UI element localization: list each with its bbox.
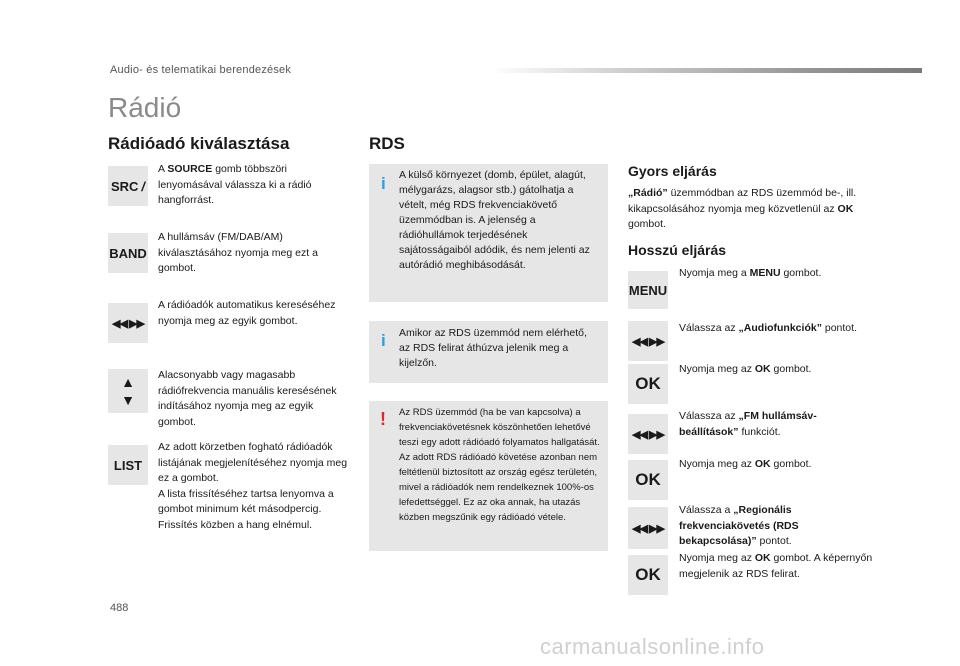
down-arrow-icon: ▼ <box>121 392 135 408</box>
step-4-text: Válassza az „FM hullámsáv-beállítások” funkciót. <box>679 410 817 438</box>
watermark: carmanualsonline.info <box>540 634 765 659</box>
band-button: BAND <box>108 233 148 273</box>
menu-button: MENU <box>628 271 668 309</box>
page-number: 488 <box>110 602 129 614</box>
manual-tune-description: Alacsonyabb vagy magasabb rádiófrekvencia manuális keresésének indításához nyomja meg az egyik gombot. <box>158 369 337 428</box>
step-3-text: Nyomja meg az OK gombot. <box>679 363 812 375</box>
ok-button: OK <box>628 460 668 500</box>
info-icon: i <box>381 174 386 193</box>
rds-info-box-1: i A külső környezet (domb, épület, alagút, mélygarázs, alagsor stb.) gátolhatja a vételt, még RDS frekvenciakövető üzemmódban is. A jelenség a rádióhullámok terjedésének sajátosságaiból adódik, és nem jelenti az autórádió meghibásodását. <box>369 164 608 302</box>
seek-buttons-icon: ◀◀ ▶▶ <box>628 321 668 361</box>
ok-button: OK <box>628 364 668 404</box>
rds-heading: RDS <box>369 134 405 153</box>
step-6-text: Válassza a „Regionális frekvenciakövetés (RDS bekapcsolása)” pontot. <box>679 504 799 547</box>
band-description: A hullámsáv (FM/DAB/AM) kiválasztásához nyomja meg ezt a gombot. <box>158 231 318 274</box>
section-header: Audio- és telematikai berendezések <box>110 64 292 76</box>
page-title: Rádió <box>108 92 182 123</box>
seek-description: A rádióadók automatikus kereséséhez nyomja meg az egyik gombot. <box>158 299 336 327</box>
seek-buttons-icon: ◀◀ ▶▶ <box>108 303 148 343</box>
step-7-text: Nyomja meg az OK gombot. A képernyőn megjelenik az RDS felirat. <box>679 552 873 580</box>
up-arrow-icon: ▲ <box>121 374 135 390</box>
ok-button: OK <box>628 555 668 595</box>
station-select-heading: Rádióadó kiválasztása <box>108 134 290 153</box>
warning-icon: ! <box>380 409 386 429</box>
source-button <box>108 166 148 206</box>
up-down-buttons-icon <box>108 369 148 413</box>
step-2-text: Válassza az „Audiofunkciók” pontot. <box>679 322 857 334</box>
step-5-text: Nyomja meg az OK gombot. <box>679 458 812 470</box>
rds-warning-box: ! Az RDS üzemmód (ha be van kapcsolva) a frekvenciakövetésnek köszönhetően lehetővé teszi egy adott rádióadó folyamatos hallgatását. Az adott RDS rádióadó követése azonban nem feltétlenül biztosított az ország egész területén, mivel a rádióadók nem rendelkeznek 100%-os lefedettséggel. Ez az oka annak, ha utazás közben megszűnik egy rádióadó vétele. <box>369 401 608 551</box>
source-description: A SOURCE gomb többszöri lenyomásával válassza ki a rádió hangforrást. <box>158 163 312 206</box>
rds-info-box-2: i Amikor az RDS üzemmód nem elérhető, az RDS felirat áthúzva jelenik meg a kijelzőn. <box>369 321 608 383</box>
header-divider <box>490 68 922 73</box>
source-slash-icon: / <box>141 178 146 194</box>
info-icon: i <box>381 331 386 350</box>
list-button: LIST <box>108 445 148 485</box>
step-1-text: Nyomja meg a MENU gombot. <box>679 267 822 279</box>
quick-procedure-text: „Rádió” üzemmódban az RDS üzemmód be-, ill. kikapcsolásához nyomja meg közvetlenül az OK gombot. <box>628 187 857 230</box>
list-description: Az adott körzetben fogható rádióadók listájának megjelenítéséhez nyomja meg ez a gombot. A lista frissítéséhez tartsa lenyomva a gombot minimum két másodpercig. Frissítés közben a hang elnémul. <box>158 441 348 531</box>
quick-procedure-heading: Gyors eljárás <box>628 163 717 179</box>
seek-buttons-icon: ◀◀ ▶▶ <box>628 414 668 454</box>
seek-buttons-icon: ◀◀ ▶▶ <box>628 507 668 549</box>
long-procedure-heading: Hosszú eljárás <box>628 242 727 258</box>
source-button-label: SRC <box>110 178 139 194</box>
